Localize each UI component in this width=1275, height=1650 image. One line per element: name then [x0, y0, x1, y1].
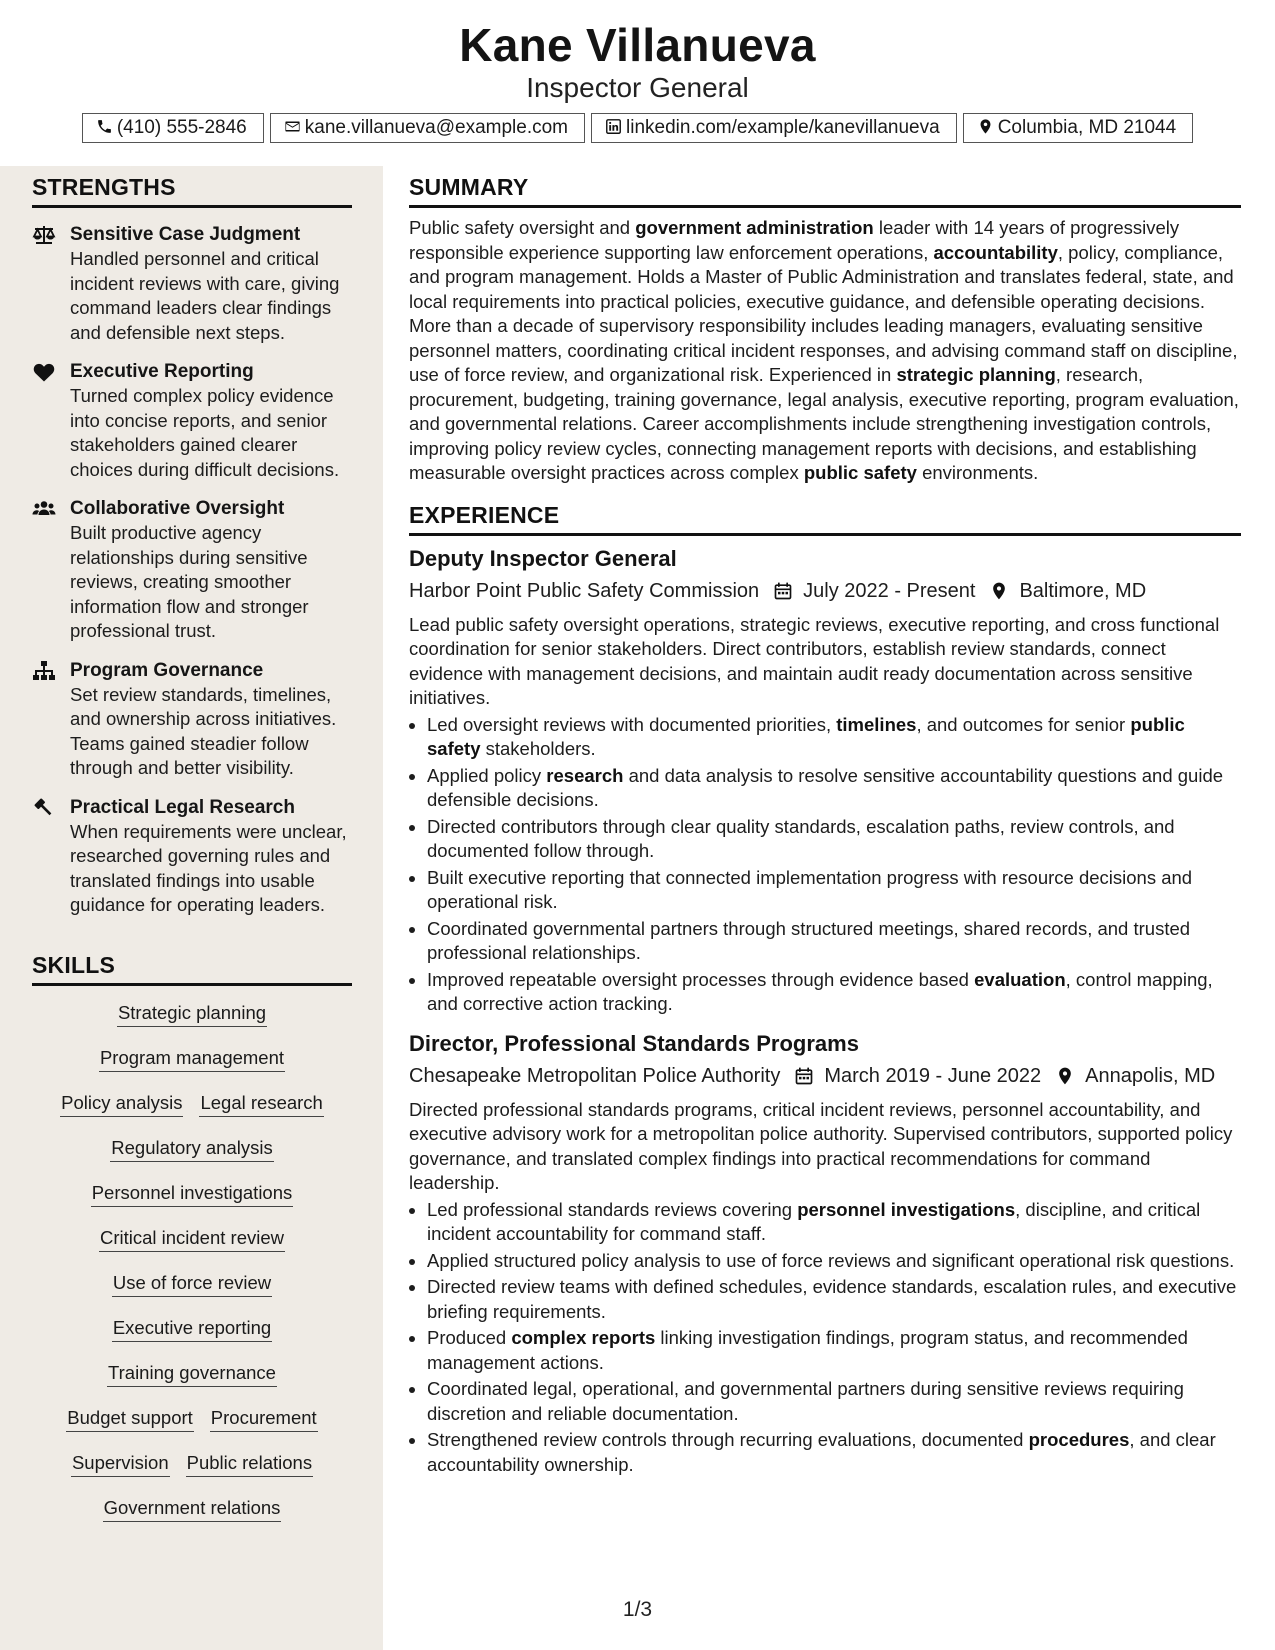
skill-tag: Legal research — [199, 1092, 323, 1117]
skill-tag: Use of force review — [112, 1272, 272, 1297]
text-run: Improved repeatable oversight processes through evidence based — [427, 968, 975, 990]
resume-header — [0, 0, 1275, 166]
text-run: Directed contributors through clear quality standards, escalation paths, review controls, and documented follow through. — [427, 815, 1175, 861]
bold-keyword: public safety — [427, 713, 1185, 759]
contact-email[interactable] — [270, 113, 585, 143]
skill-row — [32, 1317, 352, 1362]
job-bullet — [427, 1198, 1241, 1247]
gavel-icon — [32, 797, 56, 819]
skill-row — [32, 1497, 352, 1542]
bold-keyword: accountability — [933, 241, 1058, 263]
skill-tag: Executive reporting — [112, 1317, 272, 1342]
text-run: , policy, compliance, and program management. Holds a Master of Public Administration and translates federal, state, and local requirements into practical policies, executive guidance, and defensible operating decisions. More than a decade of supervisory responsibility includes leading managers, evaluating sensitive personnel matters, coordinating critical incident responses, and advising command staff on discipline, use of force review, and organizational risk. Experienced in — [409, 241, 1238, 385]
job-description: Lead public safety oversight operations, strategic reviews, executive reporting, and cross functional coordination for senior stakeholders. Direct contributors, establish review standards, connect evidence with management decisions, and maintain audit ready documentation across sensitive initiatives. — [409, 613, 1220, 708]
bold-keyword: government administration — [635, 217, 874, 238]
candidate-name: Kane Villanueva — [459, 19, 816, 71]
text-run: , control mapping, and corrective action tracking. — [427, 968, 1213, 1014]
contact-location — [963, 113, 1193, 143]
summary-heading: SUMMARY — [409, 174, 1241, 208]
skill-row — [32, 1137, 352, 1182]
strength-desc: When requirements were unclear, researched governing rules and translated findings into usable guidance for operating leaders. — [70, 820, 347, 915]
skill-tag: Regulatory analysis — [110, 1137, 273, 1162]
strength-desc: Turned complex policy evidence into concise reports, and senior stakeholders gained clearer choices during difficult decisions. — [70, 385, 340, 480]
strength-item — [32, 658, 352, 781]
job-bullet — [427, 1326, 1241, 1375]
text-run: , discipline, and critical incident accountability for command staff. — [427, 1198, 1201, 1244]
strengths-section — [32, 174, 352, 918]
job-bullet — [427, 1249, 1241, 1274]
bold-keyword: personnel investigations — [797, 1198, 1016, 1220]
sitemap-icon — [32, 660, 56, 682]
heart-icon — [32, 361, 56, 383]
text-run: Directed review teams with defined schedules, evidence standards, escalation rules, and executive briefing requirements. — [427, 1276, 1237, 1322]
strength-desc: Set review standards, timelines, and ownership across initiatives. Teams gained steadier follow through and better visibility. — [70, 683, 337, 778]
text-run: and data analysis to resolve sensitive accountability questions and guide defensible decisions. — [427, 764, 1224, 810]
skill-row — [32, 1227, 352, 1272]
text-run: Coordinated governmental partners through structured meetings, shared records, and trusted professional relationships. — [427, 917, 1191, 963]
job-bullet — [427, 968, 1241, 1017]
text-run: , and outcomes for senior — [916, 713, 1131, 735]
strength-desc: Handled personnel and critical incident reviews with care, giving command leaders clear findings and defensible next steps. — [70, 248, 340, 343]
skill-tag: Critical incident review — [99, 1227, 285, 1252]
job-entry — [409, 1031, 1241, 1478]
users-icon — [32, 498, 56, 520]
location-pin-icon — [977, 118, 994, 135]
text-run: Applied structured policy analysis to use of force reviews and significant operational risk questions. — [427, 1249, 1235, 1271]
text-run: linking investigation findings, program status, and recommended management actions. — [427, 1327, 1188, 1373]
skill-tag: Supervision — [71, 1452, 170, 1477]
bold-keyword: evaluation — [974, 968, 1066, 990]
experience-heading: EXPERIENCE — [409, 502, 1241, 536]
strength-desc: Built productive agency relationships during sensitive reviews, creating smoother information flow and stronger professional trust. — [70, 522, 309, 641]
location-pin-icon — [1055, 1066, 1075, 1086]
contact-email-text: kane.villanueva@example.com — [304, 117, 569, 138]
job-title: Director, Professional Standards Programs — [409, 1030, 859, 1056]
job-entry — [409, 546, 1241, 1017]
skill-tag: Procurement — [210, 1407, 318, 1432]
job-dates: July 2022 - Present — [803, 579, 976, 602]
text-run: Applied policy — [427, 764, 547, 786]
skill-row — [32, 1182, 352, 1227]
job-bullets — [409, 1198, 1241, 1478]
strength-item — [32, 222, 352, 345]
job-bullet — [427, 713, 1241, 762]
text-run: Coordinated legal, operational, and governmental partners during sensitive reviews requiring discretion and reliable documentation. — [427, 1378, 1184, 1424]
bold-keyword: strategic planning — [896, 364, 1056, 385]
job-bullet — [427, 917, 1241, 966]
strength-title: Sensitive Case Judgment — [70, 224, 301, 245]
bold-keyword: public safety — [803, 462, 917, 483]
skill-row — [32, 1092, 352, 1137]
page-number: 1/3 — [622, 1598, 653, 1621]
contact-linkedin[interactable] — [591, 113, 957, 143]
job-dates: March 2019 - June 2022 — [824, 1064, 1042, 1087]
job-meta — [409, 580, 1241, 603]
job-meta — [409, 1065, 1241, 1088]
skills-list — [32, 986, 352, 1542]
skill-row — [32, 1272, 352, 1317]
summary-section — [409, 174, 1241, 486]
skill-tag: Policy analysis — [60, 1092, 183, 1117]
email-icon — [284, 118, 301, 135]
contact-phone-text: (410) 555-2846 — [116, 117, 247, 138]
contact-row — [0, 113, 1275, 143]
job-org: Harbor Point Public Safety Commission — [409, 579, 760, 602]
text-run: Strengthened review controls through recurring evaluations, documented — [427, 1429, 1029, 1450]
skill-tag: Public relations — [186, 1452, 313, 1477]
skill-tag: Training governance — [107, 1362, 277, 1387]
strength-title: Collaborative Oversight — [70, 498, 285, 519]
sidebar — [0, 166, 383, 1650]
job-bullet — [427, 866, 1241, 915]
text-run: stakeholders. — [480, 738, 596, 759]
contact-phone[interactable] — [82, 113, 264, 143]
job-bullet — [427, 1428, 1241, 1477]
skill-row — [32, 1002, 352, 1047]
job-bullet — [427, 1377, 1241, 1426]
skills-heading: SKILLS — [32, 952, 352, 986]
strength-title: Program Governance — [70, 659, 264, 681]
text-run: Public safety oversight and — [409, 217, 636, 238]
skill-tag: Program management — [99, 1047, 285, 1072]
linkedin-icon — [605, 118, 622, 135]
contact-linkedin-text: linkedin.com/example/kanevillanueva — [626, 117, 940, 138]
calendar-icon — [773, 581, 793, 601]
phone-icon — [96, 118, 113, 135]
skill-tag: Strategic planning — [117, 1002, 267, 1027]
strength-item — [32, 795, 352, 918]
skills-section — [32, 952, 352, 1542]
text-run: , research, procurement, budgeting, training governance, legal analysis, executive reporting, program evaluation, and governmental relations. Career accomplishments include strengthening investigation controls, improving policy review cycles, connecting management reports with decisions, and establishing measurable oversight practices across complex — [409, 364, 1239, 483]
strength-item — [32, 359, 352, 482]
job-bullet — [427, 815, 1241, 864]
strength-title: Executive Reporting — [70, 361, 254, 382]
scales-icon — [32, 224, 56, 246]
job-bullet — [427, 1275, 1241, 1324]
job-bullets — [409, 713, 1241, 1017]
bold-keyword: complex reports — [511, 1327, 656, 1348]
text-run: , and clear accountability ownership. — [427, 1429, 1216, 1475]
text-run: environments. — [916, 462, 1039, 483]
job-bullet — [427, 764, 1241, 813]
strength-item — [32, 496, 352, 644]
contact-location-text: Columbia, MD 21044 — [997, 117, 1177, 138]
bold-keyword: procedures — [1028, 1429, 1130, 1450]
text-run: Led professional standards reviews covering — [427, 1198, 798, 1220]
bold-keyword: timelines — [836, 713, 917, 735]
bold-keyword: research — [546, 764, 624, 786]
text-run: Produced — [427, 1327, 512, 1348]
job-title: Deputy Inspector General — [409, 545, 677, 571]
text-run: leader with 14 years of progressively responsible experience supporting law enforcement operations, — [409, 217, 1180, 263]
job-org: Chesapeake Metropolitan Police Authority — [409, 1064, 781, 1087]
calendar-icon — [794, 1066, 814, 1086]
strength-title: Practical Legal Research — [70, 796, 295, 818]
job-location: Baltimore, MD — [1019, 579, 1147, 602]
skill-row — [32, 1452, 352, 1497]
candidate-title: Inspector General — [526, 72, 749, 103]
skill-row — [32, 1407, 352, 1452]
skill-tag: Government relations — [103, 1497, 282, 1522]
main-content — [409, 166, 1241, 1479]
skill-row — [32, 1362, 352, 1407]
job-description: Directed professional standards programs, critical incident reviews, personnel accountability, and executive advisory work for a metropolitan police authority. Supervised contributors, supported policy governance, and translated complex findings into practical recommendations for command leadership. — [409, 1098, 1233, 1193]
experience-section — [409, 502, 1241, 1478]
text-run: Led oversight reviews with documented priorities, — [427, 713, 837, 735]
skill-tag: Personnel investigations — [91, 1182, 294, 1207]
text-run: Built executive reporting that connected implementation progress with resource decisions and operational risk. — [427, 866, 1193, 912]
location-pin-icon — [989, 581, 1009, 601]
strengths-heading: STRENGTHS — [32, 174, 352, 208]
skill-tag: Budget support — [66, 1407, 193, 1432]
summary-text — [409, 216, 1241, 486]
job-location: Annapolis, MD — [1085, 1064, 1216, 1087]
skill-row — [32, 1047, 352, 1092]
